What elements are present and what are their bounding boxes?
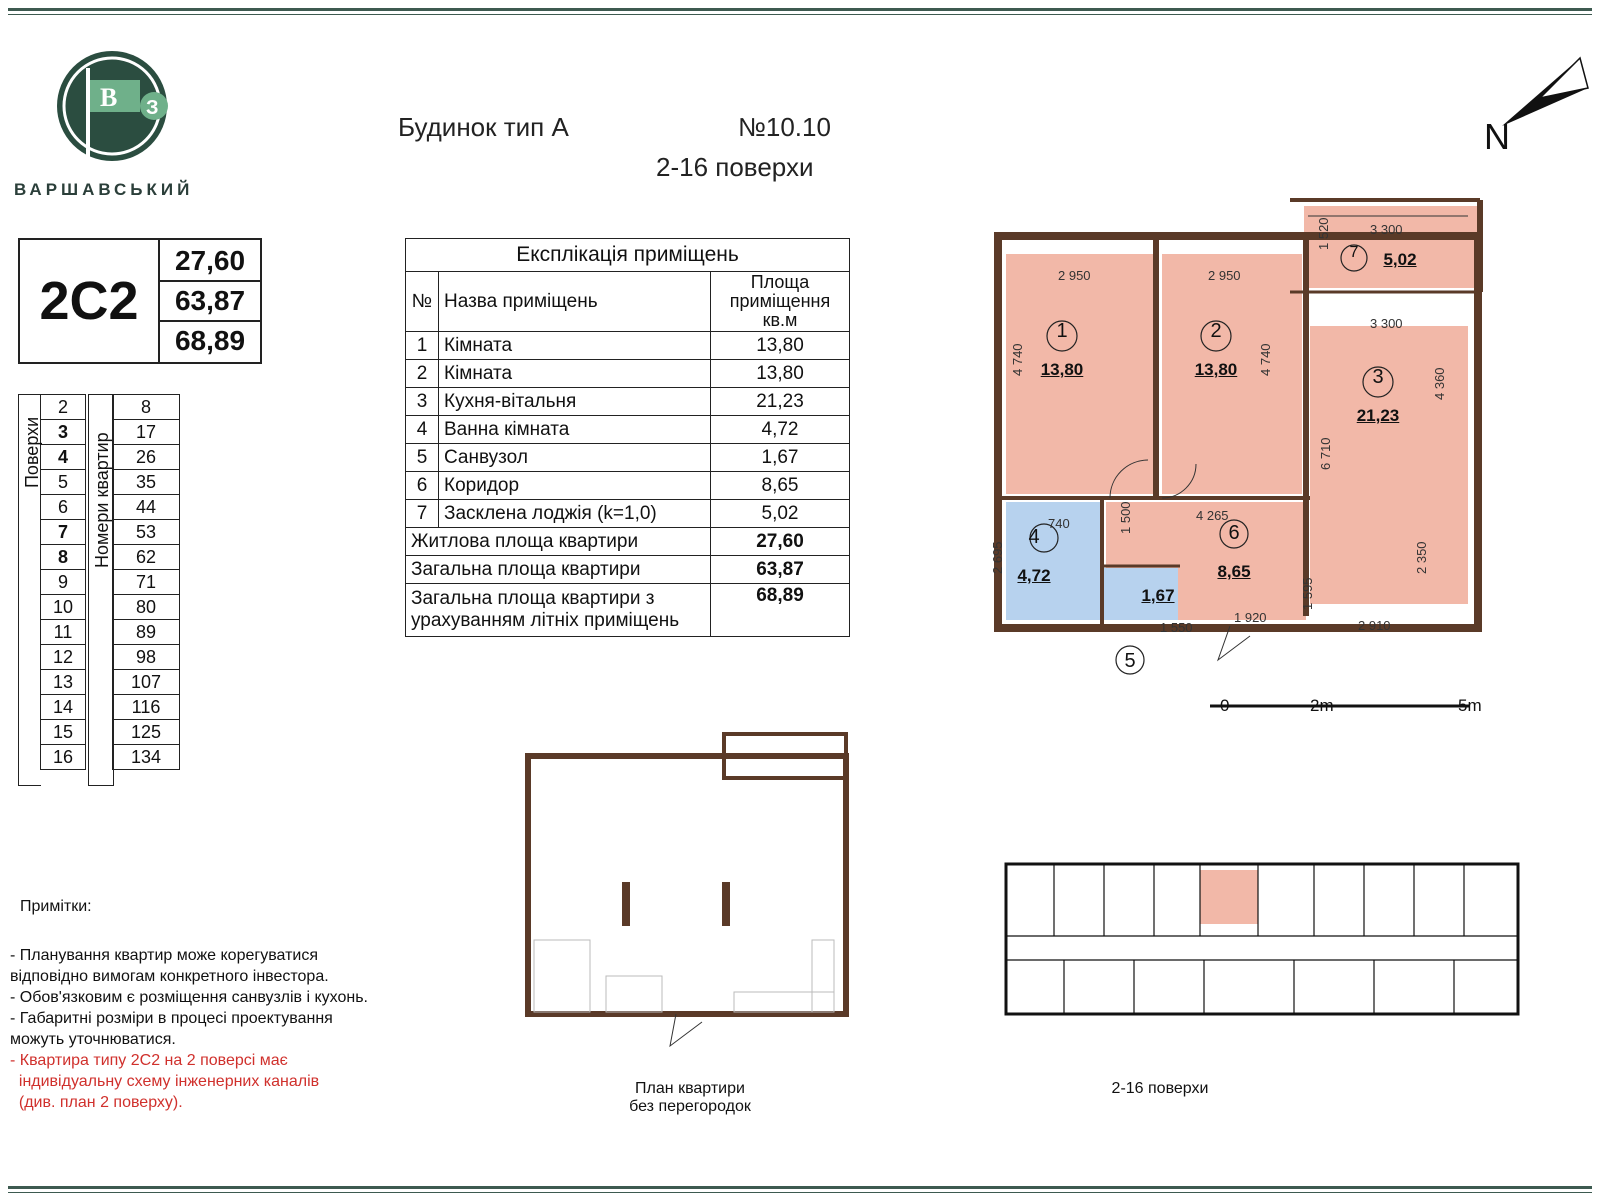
apartment-number: 62 — [113, 545, 180, 570]
floor-number: 10 — [41, 595, 86, 620]
explication-total-row — [406, 528, 850, 556]
plan-dimension: 4 360 — [1432, 367, 1447, 400]
open-plan-caption-line2: без перегородок — [629, 1098, 751, 1115]
room-number: 6 — [406, 472, 439, 500]
plan-room-number: 6 — [1228, 522, 1240, 544]
apartment-number: 80 — [113, 595, 180, 620]
floors-label-cell — [18, 394, 41, 786]
plan-dimension: 4 740 — [1258, 343, 1273, 376]
plan-dimension: 2 695 — [990, 541, 1005, 574]
scale-label: 0 — [1220, 696, 1230, 715]
total-label: Загальна площа квартири — [406, 556, 711, 584]
building-number: №10.10 — [738, 112, 831, 142]
note-line: можуть уточнюватися. — [10, 1031, 176, 1048]
explication-total-row — [406, 556, 850, 584]
plan-dimension: 2 950 — [1208, 268, 1241, 283]
note-line: - Планування квартир може корегуватися — [10, 947, 318, 964]
plan-dimension: 6 710 — [1318, 437, 1333, 470]
apartment-number: 107 — [113, 670, 180, 695]
scale-label: 2m — [1310, 696, 1334, 715]
apartment-number: 35 — [113, 470, 180, 495]
floor-number: 12 — [41, 645, 86, 670]
floor-number: 7 — [41, 520, 86, 545]
living-area-value: 27,60 — [174, 245, 246, 276]
room-number: 1 — [406, 332, 439, 360]
total-label: Житлова площа квартири — [406, 528, 711, 556]
plan-room-number: 2 — [1210, 320, 1222, 342]
room-area: 5,02 — [711, 500, 850, 528]
plan-room-area: 5,02 — [1383, 250, 1417, 269]
north-letter: N — [1484, 116, 1510, 157]
plan-room-number: 7 — [1349, 244, 1359, 261]
plan-room-number: 3 — [1372, 366, 1384, 388]
apartments-label-cell — [88, 394, 114, 786]
room-name: Санвузол — [439, 444, 711, 472]
room-name: Кухня-вітальня — [439, 388, 711, 416]
apartment-number: 44 — [113, 495, 180, 520]
plan-dimension: 740 — [1048, 516, 1070, 531]
total-value: 68,89 — [711, 584, 850, 637]
col-name-header: Назва приміщень — [439, 272, 711, 332]
room-name: Засклена лоджія (k=1,0) — [439, 500, 711, 528]
plan-room-area: 8,65 — [1217, 562, 1251, 581]
apartment-number: 17 — [113, 420, 180, 445]
frame-bottom-line — [8, 1186, 1592, 1189]
floor-number: 9 — [41, 570, 86, 595]
frame-top-line — [8, 8, 1592, 11]
plan-room-number: 5 — [1124, 650, 1136, 672]
floor-number: 11 — [41, 620, 86, 645]
notes-block — [10, 896, 440, 1113]
total-area-summer-value: 68,89 — [174, 325, 246, 356]
room-name: Кімната — [439, 332, 711, 360]
brand-name: ВАРШАВСЬКИЙ — [14, 180, 194, 199]
floor-plan-caption: 2-16 поверхи — [1111, 1080, 1209, 1097]
notes-title: Примітки: — [20, 898, 92, 915]
total-area-value: 63,87 — [174, 285, 246, 316]
plan-room-number: 1 — [1056, 320, 1068, 342]
apartment-code-box — [18, 238, 262, 364]
scale-label: 5m — [1458, 696, 1482, 715]
plan-dimension: 1 595 — [1300, 577, 1315, 610]
open-floor-plan — [520, 730, 860, 1050]
explication-row — [406, 388, 850, 416]
floor-number: 8 — [41, 545, 86, 570]
room-number: 5 — [406, 444, 439, 472]
logo-letter-b: B — [100, 83, 118, 112]
explication-title: Експлікація приміщень — [406, 239, 850, 272]
floor-number: 5 — [41, 470, 86, 495]
floor-number: 3 — [41, 420, 86, 445]
floor-number: 2 — [41, 395, 86, 420]
plan-dimension: 2 950 — [1058, 268, 1091, 283]
room-area: 8,65 — [711, 472, 850, 500]
highlighted-apartment — [1200, 870, 1258, 924]
explication-total-row — [406, 584, 850, 637]
apartment-number: 98 — [113, 645, 180, 670]
plan-room-area: 13,80 — [1194, 360, 1238, 379]
plan-dimension: 1 550 — [1160, 620, 1193, 635]
apartment-number: 125 — [113, 720, 180, 745]
explication-row — [406, 360, 850, 388]
apartment-number: 134 — [113, 745, 180, 770]
total-value: 63,87 — [711, 556, 850, 584]
explication-table — [405, 238, 850, 637]
frame-bottom-line-thin — [8, 1192, 1592, 1193]
note-warning-line: - Квартира типу 2С2 на 2 поверсі має — [10, 1052, 288, 1069]
note-line: - Обов'язковим є розміщення санвузлів і кухонь. — [10, 989, 368, 1006]
floor-number: 13 — [41, 670, 86, 695]
explication-row — [406, 472, 850, 500]
plan-dimension: 1 500 — [1118, 501, 1133, 534]
floor-number: 15 — [41, 720, 86, 745]
plan-room-area: 1,67 — [1141, 586, 1175, 605]
floor-number: 6 — [41, 495, 86, 520]
explication-row — [406, 332, 850, 360]
room-name: Коридор — [439, 472, 711, 500]
explication-row — [406, 500, 850, 528]
room-area: 4,72 — [711, 416, 850, 444]
logo-letter-z: З — [146, 97, 159, 119]
room-area: 13,80 — [711, 332, 850, 360]
room-name: Кімната — [439, 360, 711, 388]
explication-row — [406, 444, 850, 472]
plan-dimension: 4 740 — [1010, 343, 1025, 376]
plan-room-area: 21,23 — [1356, 406, 1400, 425]
apartments-label: Номери квартир — [92, 432, 112, 568]
note-warning-line: індивідуальну схему інженерних каналів — [10, 1073, 320, 1090]
floors-range: 2-16 поверхи — [656, 152, 814, 182]
note-line: відповідно вимогам конкретного інвестора. — [10, 968, 329, 985]
room-number: 2 — [406, 360, 439, 388]
col-area-header: Площа приміщення кв.м — [711, 272, 850, 332]
note-line: - Габаритні розміри в процесі проектування — [10, 1010, 333, 1027]
apartment-number: 26 — [113, 445, 180, 470]
room-area: 1,67 — [711, 444, 850, 472]
apartment-number: 71 — [113, 570, 180, 595]
room-number: 7 — [406, 500, 439, 528]
open-plan-caption — [560, 1080, 820, 1116]
plan-dimension: 1 520 — [1316, 217, 1331, 250]
plan-room-area: 4,72 — [1017, 566, 1051, 585]
room-name: Ванна кімната — [439, 416, 711, 444]
building-type: Будинок тип А — [398, 112, 569, 142]
plan-dimension: 4 265 — [1196, 508, 1229, 523]
apartment-number: 116 — [113, 695, 180, 720]
room-number: 4 — [406, 416, 439, 444]
total-label: Загальна площа квартири з урахуванням літніх приміщень — [406, 584, 711, 637]
apartment-number: 89 — [113, 620, 180, 645]
explication-row — [406, 416, 850, 444]
plan-dimension: 2 910 — [1358, 618, 1391, 633]
room-area: 21,23 — [711, 388, 850, 416]
floor-number: 14 — [41, 695, 86, 720]
room-area: 13,80 — [711, 360, 850, 388]
plan-dimension: 2 350 — [1414, 541, 1429, 574]
note-warning-line: (див. план 2 поверху). — [10, 1094, 183, 1111]
open-plan-caption-line1: План квартири — [635, 1080, 745, 1097]
floors-label: Поверхи — [22, 416, 42, 488]
building-floor-plan — [1004, 862, 1524, 1042]
floor-number: 4 — [41, 445, 86, 470]
apartment-code: 2С2 — [20, 240, 160, 362]
frame-top-line-thin — [8, 14, 1592, 15]
plan-room-area: 13,80 — [1040, 360, 1084, 379]
plan-dimension: 1 920 — [1234, 610, 1267, 625]
total-value: 27,60 — [711, 528, 850, 556]
plan-dimension: 3 300 — [1370, 222, 1403, 237]
floor-number: 16 — [41, 745, 86, 770]
col-no-header: № — [406, 272, 439, 332]
plan-dimension: 3 300 — [1370, 316, 1403, 331]
apartment-number: 53 — [113, 520, 180, 545]
room-number: 3 — [406, 388, 439, 416]
apartment-number: 8 — [113, 395, 180, 420]
plan-room-number: 4 — [1028, 526, 1040, 548]
brand-logo — [50, 48, 180, 168]
